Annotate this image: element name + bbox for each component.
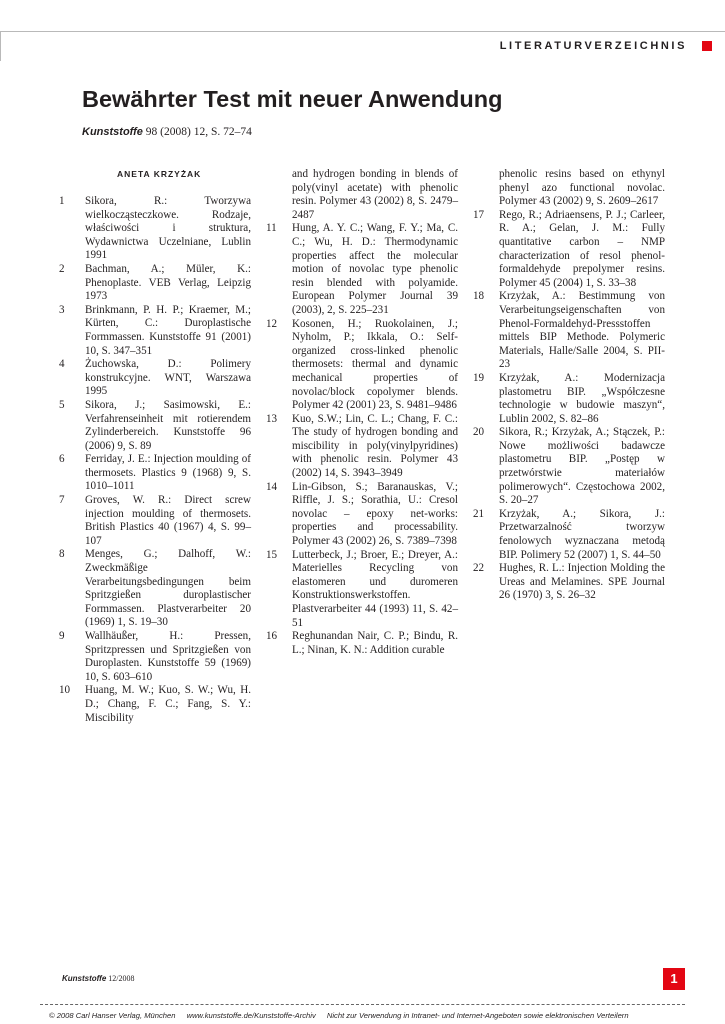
reference-number: 9 [59, 630, 65, 642]
reference-text: Sikora, R.: Tworzywa wielkocząsteczkowe. Rodzaje, właściwości i struktura, Wydawnictwa Uczelniane, Lublin 1991 [85, 195, 251, 262]
reference-item [59, 399, 251, 453]
reference-text: Rego, R.; Adriaensens, P. J.; Carleer, R. A.; Gelan, J. M.: Fully quantitative carbon – NMP characterization of resol phenol-formaldehyde prepolymer resins. Polymer 45 (2004) 1, S. 33–38 [499, 208, 665, 289]
reference-column-1 [59, 195, 251, 725]
copyright-line [49, 1011, 709, 1020]
reference-number: 8 [59, 548, 65, 561]
reference-column-2 [266, 168, 458, 657]
reference-text: Groves, W. R.: Direct screw injection moulding of thermosets. British Plastics 40 (1967) 4, S. 99–107 [85, 494, 251, 547]
reference-number: 15 [266, 548, 278, 561]
article-source [82, 126, 252, 138]
reference-item [59, 304, 251, 358]
reference-item [266, 630, 458, 657]
reference-item [59, 263, 251, 304]
reference-text: Sikora, J.; Sasimowski, E.: Verfahrenseinheit mit rotierendem Zylinderbereich. Kunststoffe 96 (2006) 9, S. 89 [85, 398, 251, 452]
author-name: ANETA KRZYŻAK [117, 169, 202, 179]
reference-item [473, 508, 665, 562]
copyright-text: © 2008 Carl Hanser Verlag, München [49, 1011, 176, 1020]
reference-text: Ferriday, J. E.: Injection moulding of thermosets. Plastics 9 (1968) 9, S. 1010–1011 [85, 453, 251, 493]
reference-item [59, 630, 251, 684]
archive-url: www.kunststoffe.de/Kunststoffe-Archiv [186, 1011, 316, 1020]
reference-text: Krzyżak, A.; Sikora, J.: Przetwarzalność tworzyw fenolowych wyznaczana metodą BIP. Polimery 52 (2007) 1, S. 44–50 [499, 507, 665, 561]
footer-issue [62, 974, 135, 983]
reference-item [473, 209, 665, 291]
reference-text: Huang, M. W.; Kuo, S. W.; Wu, H. D.; Chang, F. C.; Fang, S. Y.: Miscibility [85, 684, 251, 724]
article-title: Bewährter Test mit neuer Anwendung [82, 86, 503, 112]
reference-number: 16 [266, 630, 278, 643]
reference-text: Bachman, A.; Müler, K.: Phenoplaste. VEB Verlag, Leipzig 1973 [85, 262, 251, 303]
usage-notice: Nicht zur Verwendung in Intranet- und Internet-Angeboten sowie elektronischen Verteilern [326, 1011, 629, 1020]
reference-item [59, 453, 251, 494]
reference-item [266, 549, 458, 631]
reference-number: 20 [473, 426, 485, 439]
reference-item [59, 195, 251, 263]
reference-number: 21 [473, 507, 485, 520]
reference-item [266, 318, 458, 413]
reference-number: 18 [473, 290, 485, 303]
reference-text: Lin-Gibson, S.; Baranauskas, V.; Riffle, J. S.; Sorathia, U.: Cresol novolac – epoxy net-works: properties and processability. Polymer 43 (2002) 26, S. 7389–7398 [292, 480, 458, 548]
reference-text: Menges, G.; Dalhoff, W.: Zweckmäßige Verarbeitungsbedingungen beim Spritzgießen duroplastischer Formmassen. Plastverarbeiter 20 (1969) 1, S. 19–30 [85, 548, 251, 629]
reference-item [266, 481, 458, 549]
reference-number: 4 [59, 358, 65, 371]
reference-number: 19 [473, 371, 485, 384]
reference-item [473, 290, 665, 372]
reference-number: 1 [59, 195, 65, 207]
reference-text: Hughes, R. L.: Injection Molding the Ureas and Melamines. SPE Journal 26 (1970) 3, S. 26–32 [499, 562, 665, 602]
reference-number: 5 [59, 398, 65, 411]
reference-item [266, 413, 458, 481]
section-label: LITERATURVERZEICHNIS [499, 40, 687, 52]
reference-item [473, 562, 665, 603]
reference-number: 22 [473, 562, 485, 575]
reference-item [59, 494, 251, 548]
reference-number: 14 [266, 480, 278, 493]
page-number: 1 [663, 968, 685, 990]
source-citation: 98 (2008) 12, S. 72–74 [145, 126, 252, 138]
source-magazine: Kunststoffe [82, 126, 143, 138]
section-marker-icon [702, 41, 712, 51]
reference-number: 7 [59, 494, 65, 507]
reference-number: 6 [59, 453, 65, 466]
reference-text: Sikora, R.; Krzyżak, A.; Stączek, P.: Nowe możliwości badawcze plastometru BIP. „Postęp w przetwórstwie materiałów polimerowych“. Częstochowa 2002, S. 20–27 [499, 426, 665, 507]
reference-text: Kuo, S.W.; Lin, C. L.; Chang, F. C.: The study of hydrogen bonding and miscibility in poly(vinylpyridines) with phenolic resin. Polymer 43 (2002) 14, S. 3943–3949 [292, 412, 458, 480]
reference-item [59, 548, 251, 630]
reference-text: Brinkmann, P. H. P.; Kraemer, M.; Kürten, C.: Duroplastische Formmassen. Kunststoffe 91 (2001) 10, S. 347–351 [85, 303, 251, 357]
reference-text: Wallhäußer, H.: Pressen, Spritzpressen und Spritzgießen von Duroplasten. Kunststoffe 59 (1969) 10, S. 603–610 [85, 630, 251, 683]
reference-item [59, 358, 251, 399]
reference-column-3 [473, 168, 665, 603]
reference-text: Żuchowska, D.: Polimery konstrukcyjne. WNT, Warszawa 1995 [85, 358, 251, 398]
reference-text: Krzyżak, A.: Bestimmung von Verarbeitungseigenschaften von Phenol-Formaldehyd-Pressstoffen mittels BIP Methode. Polymeric Materials, Halle/Salle 2004, S. PII-23 [499, 290, 665, 371]
reference-continuation: and hydrogen bonding in blends of poly(vinyl acetate) with phenolic resin. Polymer 43 (2002) 8, S. 2479–2487 [292, 168, 458, 221]
reference-text: Hung, A. Y. C.; Wang, F. Y.; Ma, C. C.; Wu, H. D.: Thermodynamic properties affect the molecular motion of novolac type phenolic resin blended with polyamide. European Polymer Journal 39 (2003), 2, S. 225–231 [292, 222, 458, 316]
reference-number: 11 [266, 222, 277, 235]
footer-divider [40, 1004, 685, 1005]
footer-issue-number: 12/2008 [108, 974, 135, 983]
reference-number: 17 [473, 208, 485, 221]
reference-item [59, 684, 251, 725]
reference-number: 13 [266, 412, 278, 425]
reference-text: Kosonen, H.; Ruokolainen, J.; Nyholm, P.; Ikkala, O.: Self-organized cross-linked phenolic thermosets: thermal and dynamic mechanical properties of novolac/block copolymer blends. Polymer 42 (2001) 23, S. 9481–9486 [292, 317, 458, 412]
reference-text: Lutterbeck, J.; Broer, E.; Dreyer, A.: Materielles Recycling von elastomeren und duromeren Konstruktionswerkstoffen. Plastverarbeiter 44 (1993) 11, S. 42–51 [292, 548, 458, 629]
reference-number: 2 [59, 262, 65, 275]
reference-text: Reghunandan Nair, C. P.; Bindu, R. L.; Ninan, K. N.: Addition curable [292, 630, 458, 656]
reference-continuation: phenolic resins based on ethynyl phenyl azo functional novolac. Polymer 43 (2002) 9, S. 2609–2617 [499, 168, 665, 208]
reference-item [266, 222, 458, 317]
reference-text: Krzyżak, A.: Modernizacja plastometru BIP. „Współczesne technologie w budowie maszyn“, Lublin 2002, S. 82–86 [499, 371, 665, 425]
reference-number: 12 [266, 317, 278, 330]
reference-number: 10 [59, 684, 71, 697]
reference-item [473, 426, 665, 508]
reference-item [473, 372, 665, 426]
footer-magazine: Kunststoffe [62, 974, 107, 983]
reference-number: 3 [59, 303, 65, 316]
